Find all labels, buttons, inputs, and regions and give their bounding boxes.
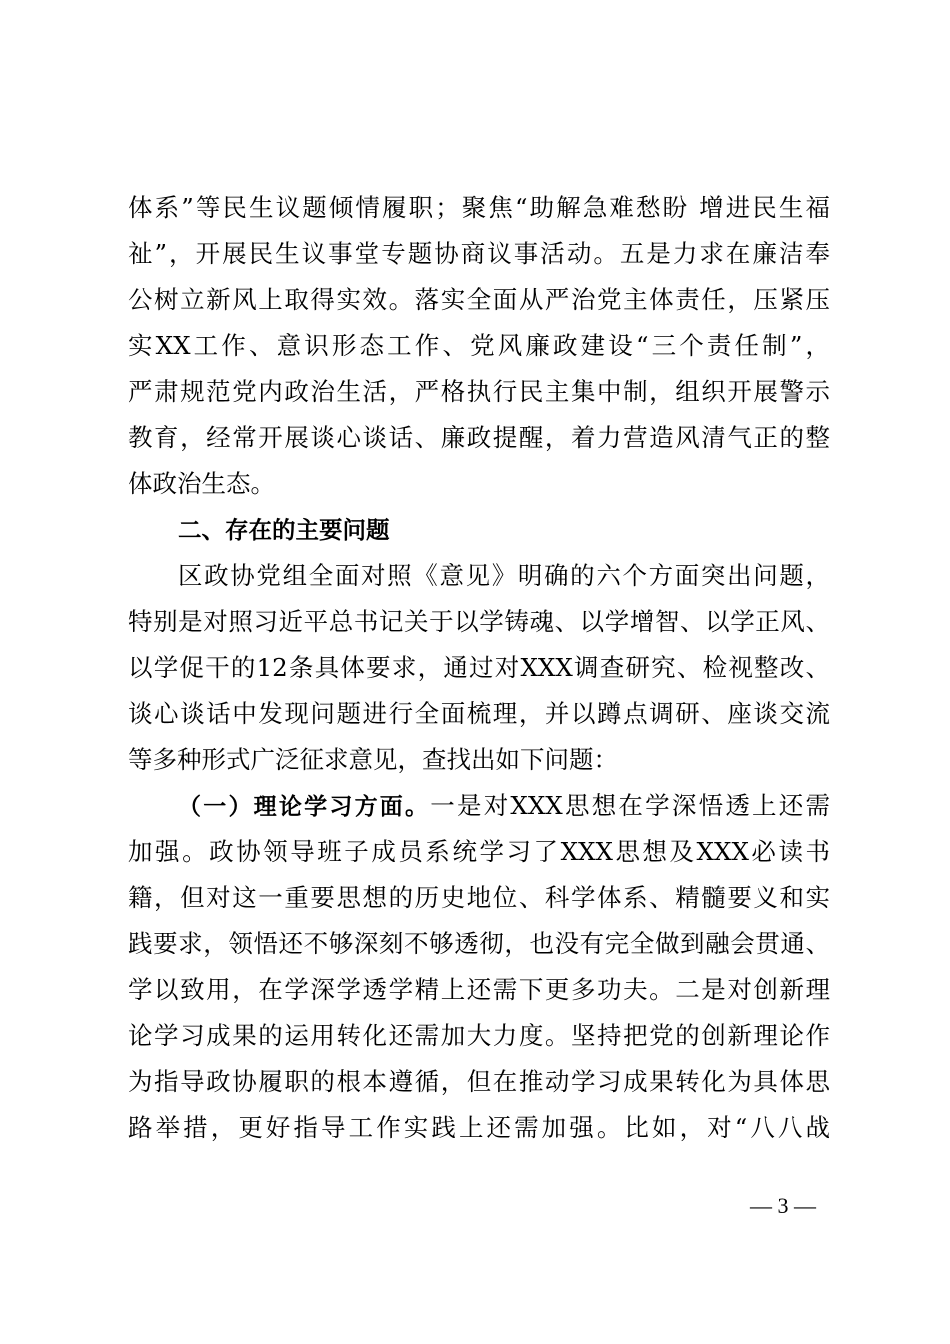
body-text-line: 教育，经常开展谈心谈话、廉政提醒，着力营造风清气正的整 bbox=[128, 423, 830, 452]
section-heading: 二、存在的主要问题 bbox=[178, 516, 390, 544]
body-text-line: 路举措，更好指导工作实践上还需加强。比如，对“八八战 bbox=[128, 1113, 830, 1142]
body-text-line: 特别是对照习近平总书记关于以学铸魂、以学增智、以学正风、 bbox=[128, 607, 830, 636]
body-text-line: 加强。政协领导班子成员系统学习了XXX思想及XXX必读书 bbox=[128, 837, 830, 866]
body-text-line: 谈心谈话中发现问题进行全面梳理，并以蹲点调研、座谈交流 bbox=[128, 699, 830, 728]
body-text-line: 实XX工作、意识形态工作、党风廉政建设“三个责任制”， bbox=[128, 331, 830, 360]
page-number: — 3 — bbox=[750, 1193, 816, 1218]
body-text-line: 为指导政协履职的根本遵循，但在推动学习成果转化为具体思 bbox=[128, 1067, 830, 1096]
subsection-first-line bbox=[178, 783, 830, 829]
body-text-line: 公树立新风上取得实效。落实全面从严治党主体责任，压紧压 bbox=[128, 285, 830, 314]
body-text-span: 一是对XXX思想在学深悟透上还需 bbox=[430, 791, 830, 820]
body-text-line: 论学习成果的运用转化还需加大力度。坚持把党的创新理论作 bbox=[128, 1021, 830, 1050]
body-text-line: 祉”，开展民生议事堂专题协商议事活动。五是力求在廉洁奉 bbox=[128, 239, 830, 268]
body-text-line: 等多种形式广泛征求意见，查找出如下问题： bbox=[128, 745, 618, 774]
body-text-line: 体政治生态。 bbox=[128, 469, 275, 498]
body-text-line: 籍，但对这一重要思想的历史地位、科学体系、精髓要义和实 bbox=[128, 883, 830, 912]
subsection-heading: （一）理论学习方面。 bbox=[178, 794, 431, 820]
body-text-line: 严肃规范党内政治生活，严格执行民主集中制，组织开展警示 bbox=[128, 377, 830, 406]
body-text-line: 区政协党组全面对照《意见》明确的六个方面突出问题， bbox=[178, 561, 830, 590]
body-text-line: 学以致用，在学深学透学精上还需下更多功夫。二是对创新理 bbox=[128, 975, 830, 1004]
body-text-line: 以学促干的12条具体要求，通过对XXX调查研究、检视整改、 bbox=[128, 653, 830, 682]
body-text-line: 践要求，领悟还不够深刻不够透彻，也没有完全做到融会贯通、 bbox=[128, 929, 830, 958]
body-text-line: 体系”等民生议题倾情履职；聚焦“助解急难愁盼 增进民生福 bbox=[128, 193, 830, 222]
